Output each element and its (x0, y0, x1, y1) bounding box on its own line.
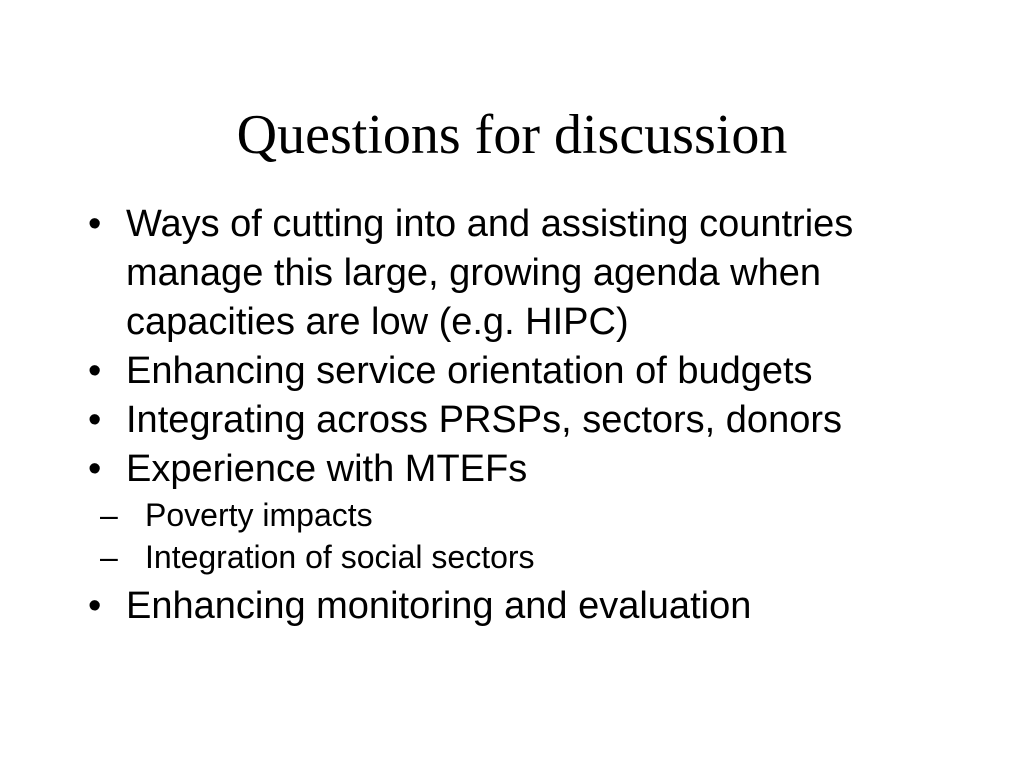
bullet-text: Experience with MTEFs (126, 448, 528, 490)
sub-bullet-list (86, 494, 946, 578)
bullet-list (86, 200, 946, 631)
sub-bullet-text: Poverty impacts (145, 497, 373, 533)
bullet-item (86, 347, 946, 396)
sub-bullet-marker: – (100, 539, 118, 575)
sub-bullet-text: Integration of social sectors (145, 539, 535, 575)
bullet-text: Ways of cutting into and assisting countries manage this large, growing agenda when capacities are low (e.g. HIPC) (126, 203, 854, 343)
bullet-marker: • (88, 203, 102, 245)
bullet-text: Integrating across PRSPs, sectors, donors (126, 399, 842, 441)
bullet-marker: • (88, 585, 102, 627)
bullet-marker: • (88, 350, 102, 392)
bullet-item (86, 396, 946, 445)
bullet-marker: • (88, 399, 102, 441)
sub-bullet-marker: – (100, 497, 118, 533)
bullet-text: Enhancing service orientation of budgets (126, 350, 813, 392)
bullet-text: Enhancing monitoring and evaluation (126, 585, 752, 627)
sub-bullet-item (100, 494, 946, 536)
bullet-item (86, 445, 946, 494)
bullet-item (86, 200, 946, 347)
bullet-marker: • (88, 448, 102, 490)
sub-bullet-item (100, 536, 946, 578)
bullet-item (86, 582, 946, 631)
slide-title: Questions for discussion (236, 104, 788, 166)
sub-bullet-group (86, 494, 946, 578)
